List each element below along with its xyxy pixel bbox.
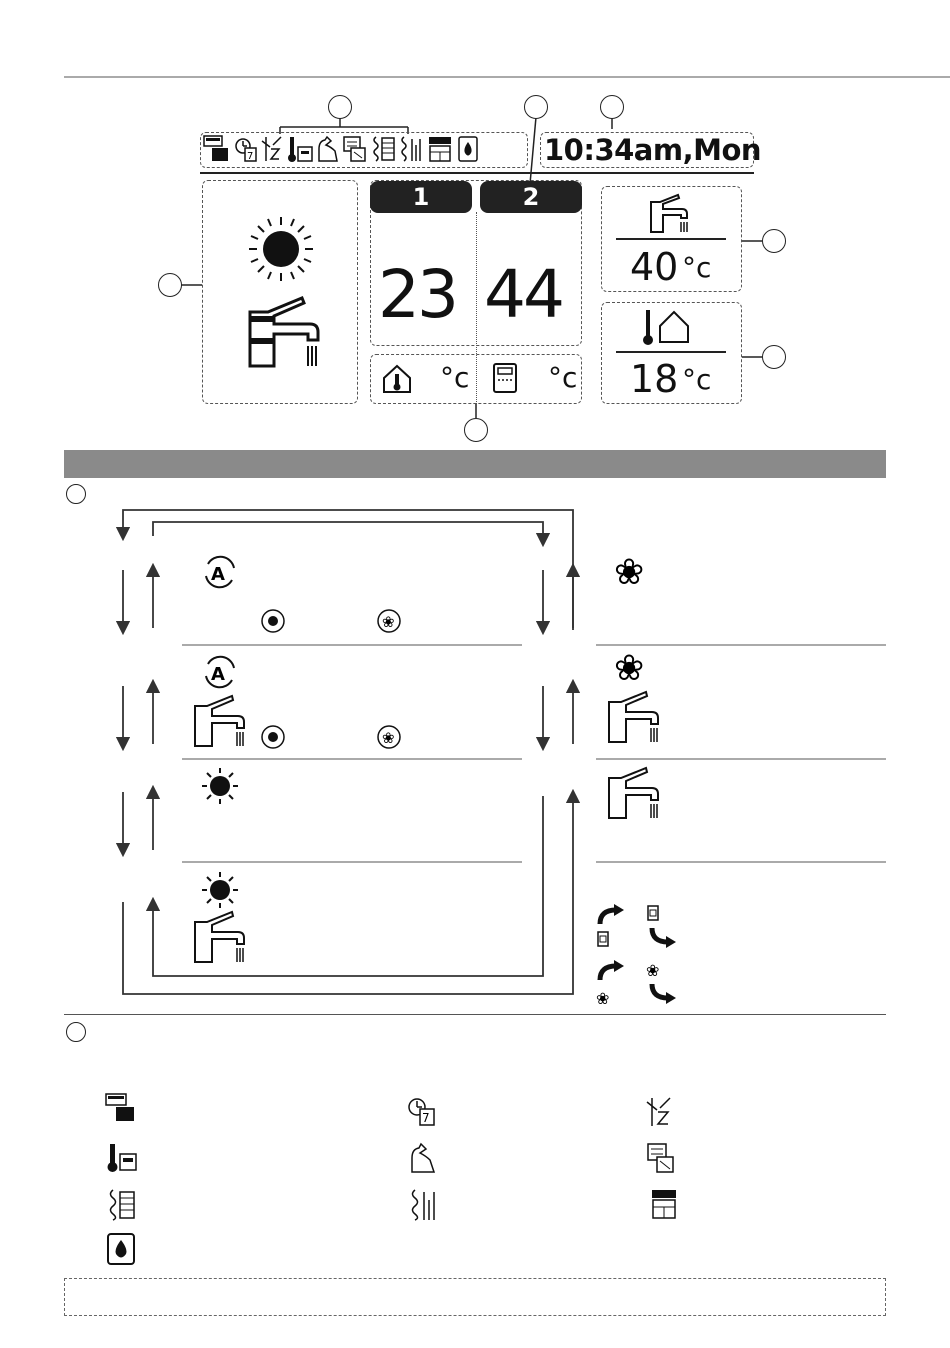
svg-text:7: 7 <box>422 1111 430 1125</box>
svg-text:❀: ❀ <box>382 613 395 631</box>
boost-icon <box>319 137 337 161</box>
auto-heat-cool-icon <box>202 554 238 590</box>
legend-remote-control-icon <box>648 1144 673 1172</box>
legend-solar-icon <box>652 1190 676 1218</box>
legend-thermostat-icon <box>108 1144 137 1172</box>
note-box <box>64 1278 886 1316</box>
zone-tab-1: 1 <box>370 181 472 213</box>
heat-icon <box>200 766 240 806</box>
frost-protection-icon <box>262 137 281 161</box>
display-rule <box>200 172 754 174</box>
legend-icons <box>0 1090 950 1270</box>
heater-icon <box>402 137 420 161</box>
section-marker-2 <box>66 1022 86 1042</box>
zone-1-temperature: 23 <box>378 256 456 333</box>
thermostat-icon <box>288 137 312 162</box>
callout-circle-6 <box>762 345 786 369</box>
zone-2-temperature: 44 <box>484 256 562 333</box>
callout-circle-4 <box>158 273 182 297</box>
heat-hot-water-icon <box>200 870 240 910</box>
heat-mode-small-icon-row2 <box>260 724 286 750</box>
legend-boost-icon <box>412 1144 434 1172</box>
tap-icon <box>246 294 322 370</box>
mode-cycle-diagram <box>0 500 950 1015</box>
room-thermostat-icon <box>382 364 412 394</box>
legend-weekly-timer-icon <box>409 1099 434 1125</box>
cool-mode-small-icon-row2 <box>376 724 402 750</box>
legend-schedule-timer-icon <box>106 1094 134 1121</box>
zone-tab-2: 2 <box>480 181 582 213</box>
svg-text:A: A <box>211 564 225 585</box>
zone-2-unit: °c <box>548 361 578 394</box>
hot-water-unit: °c <box>682 251 712 284</box>
cool-mode-small-icon <box>376 608 402 634</box>
heat-pump-icon <box>374 137 394 161</box>
svg-text:❀: ❀ <box>596 989 610 1008</box>
tap-small-icon-row4 <box>192 910 248 966</box>
cool-hot-water-icon <box>614 648 654 688</box>
solar-icon <box>429 137 451 161</box>
hot-water-icon <box>606 766 662 822</box>
svg-text:❀: ❀ <box>646 961 660 980</box>
svg-text:❀: ❀ <box>614 648 645 689</box>
svg-text:7: 7 <box>247 151 254 162</box>
switch-to-standby-icon <box>598 904 624 946</box>
section-header-bar <box>64 450 886 478</box>
sun-icon <box>246 214 316 284</box>
legend-heat-pump-icon <box>111 1190 135 1220</box>
outdoor-temp-icon <box>640 308 692 348</box>
callout-circle-3 <box>600 95 624 119</box>
tap-small-icon-row2 <box>192 694 248 750</box>
svg-text:A: A <box>211 664 225 685</box>
mode-switch-icons <box>594 904 684 1008</box>
svg-text:❀: ❀ <box>382 729 395 747</box>
switch-from-standby-icon <box>648 906 676 948</box>
callout-circle-2 <box>524 95 548 119</box>
cool-icon <box>614 552 654 592</box>
clock-display: 10:34am,Mon <box>544 133 762 167</box>
schedule-timer-icon <box>204 136 228 161</box>
callout-circle-1 <box>328 95 352 119</box>
switch-from-defrost-icon <box>646 961 676 1004</box>
switch-to-defrost-icon <box>596 960 624 1008</box>
heat-mode-small-icon <box>260 608 286 634</box>
svg-text:❀: ❀ <box>614 552 645 593</box>
callout-circle-7 <box>464 418 488 442</box>
hot-water-rule <box>616 238 726 240</box>
weekly-timer-icon <box>236 139 256 162</box>
legend-boiler-icon <box>108 1234 134 1264</box>
legend-heater-icon <box>413 1190 435 1220</box>
callout-circle-5 <box>762 229 786 253</box>
display-diagram <box>0 0 950 450</box>
status-icons <box>204 134 526 166</box>
remote-sensor-icon <box>492 362 518 394</box>
auto-heat-cool-hot-water-icon <box>202 654 238 690</box>
hot-water-temperature: 40 <box>630 245 679 289</box>
room-temperature: 18 <box>630 357 679 401</box>
boiler-icon <box>459 137 477 161</box>
remote-control-icon <box>344 137 365 161</box>
room-temp-unit: °c <box>682 363 712 396</box>
legend-frost-protection-icon <box>647 1098 670 1126</box>
zone-1-unit: °c <box>440 361 470 394</box>
tap-small-icon-cool-row <box>606 690 662 746</box>
section-separator <box>64 1014 886 1015</box>
room-temp-rule <box>616 351 726 353</box>
hot-water-tap-icon <box>648 194 692 234</box>
